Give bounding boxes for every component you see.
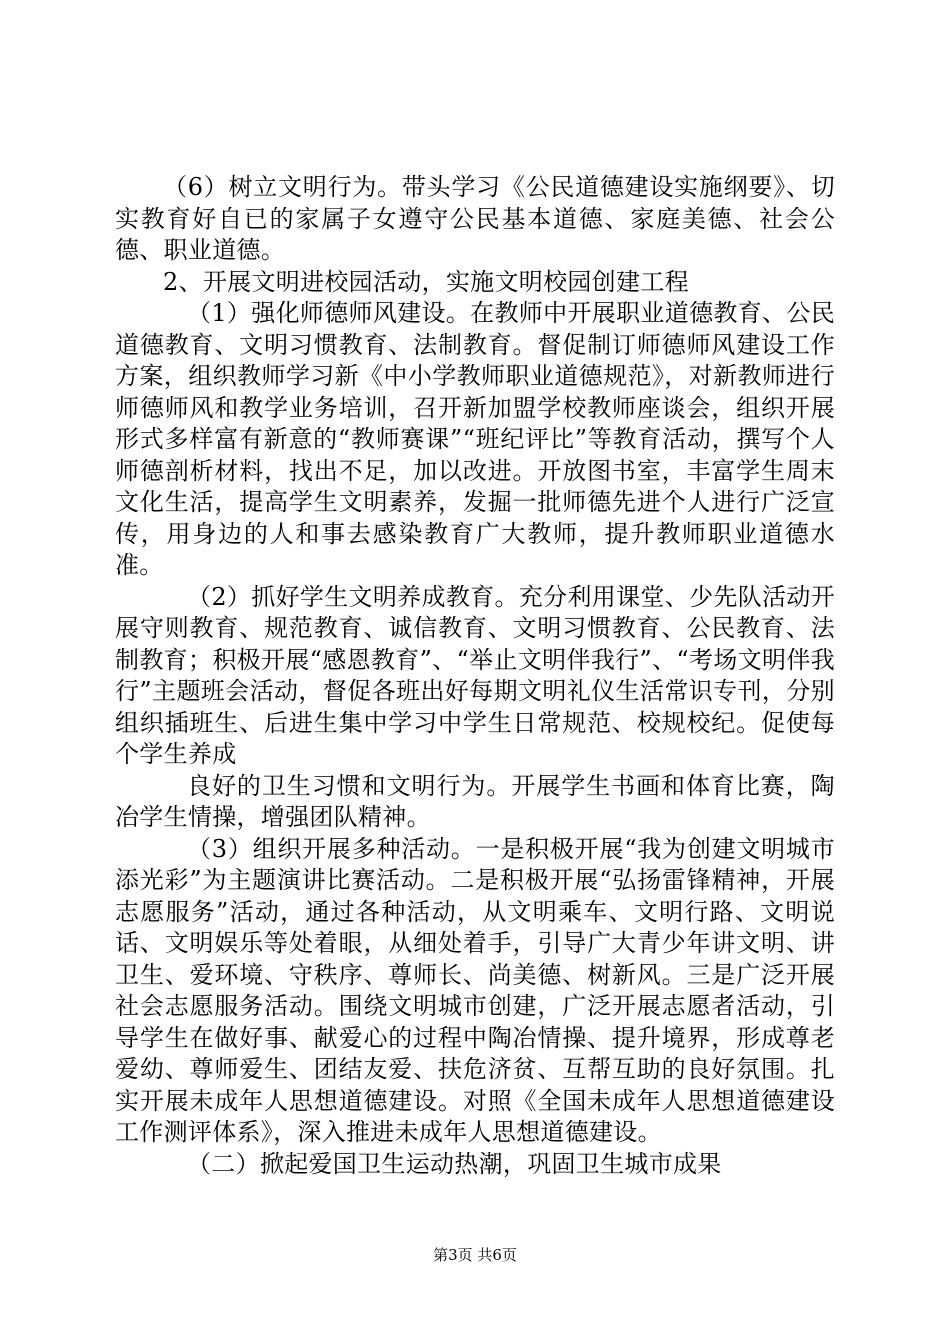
- paragraph-item-1: （1）强化师德师风建设。在教师中开展职业道德教育、公民道德教育、文明习惯教育、法制教育。督促制订师德师风建设工作方案，组织教师学习新《中小学教师职业道德规范》，对新教师进行师德师风和教学业务培训，召开新加盟学校教师座谈会，组织开展形式多样富有新意的“教师赛课”“班纪评比”等教育活动，撰写个人师德剖析材料，找出不足，加以改进。开放图书室，丰富学生周末文化生活，提高学生文明素养，发掘一批师德先进个人进行广泛宣传，用身边的人和事去感染教育广大教师，提升教师职业道德水准。: [115, 299, 835, 579]
- paragraph-item-2-continued: 良好的卫生习惯和文明行为。开展学生书画和体育比赛，陶冶学生情操，增强团队精神。: [115, 771, 835, 831]
- paragraph-item-2: （2）抓好学生文明养成教育。充分利用课堂、少先队活动开展守则教育、规范教育、诚信教育、文明习惯教育、公民教育、法制教育；积极开展“感恩教育”、“举止文明伴我行”、“考场文明伴我行”主题班会活动，督促各班出好每期文明礼仪生活常识专刊，分别组织插班生、后进生集中学习中学生日常规范、校规校纪。促使每个学生养成: [115, 582, 835, 768]
- page-number: 第3页 共6页: [433, 1246, 517, 1264]
- paragraph-item-3: （3）组织开展多种活动。一是积极开展“我为创建文明城市添光彩”为主题演讲比赛活动。二是积极开展“弘扬雷锋精神，开展志愿服务”活动，通过各种活动，从文明乘车、文明行路、文明说话、文明娱乐等处着眼，从细处着手，引导广大青少年讲文明、讲卫生、爱环境、守秩序、尊师长、尚美德、树新风。三是广泛开展社会志愿服务活动。围绕文明城市创建，广泛开展志愿者活动，引导学生在做好事、献爱心的过程中陶冶情操、提升境界，形成尊老爱幼、尊师爱生、团结友爱、扶危济贫、互帮互助的良好氛围。扎实开展未成年人思想道德建设。对照《全国未成年人思想道德建设工作测评体系》，深入推进未成年人思想道德建设。: [115, 834, 835, 1146]
- section-heading-2: 2、开展文明进校园活动，实施文明校园创建工程: [163, 267, 689, 296]
- section-heading-two: （二）掀起爱国卫生运动热潮，巩固卫生城市成果: [187, 1149, 722, 1178]
- document-body: [115, 172, 835, 1180]
- paragraph-item-6: （6）树立文明行为。带头学习《公民道德建设实施纲要》、切实教育好自已的家属子女遵守公民基本道德、家庭美德、社会公德、职业道德。: [115, 173, 835, 264]
